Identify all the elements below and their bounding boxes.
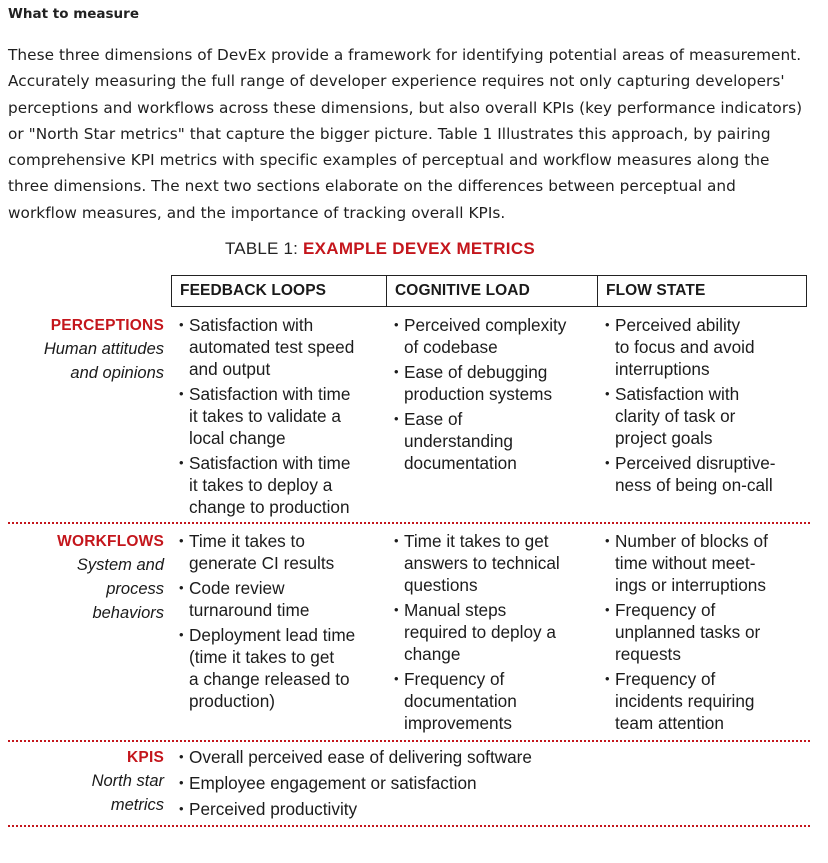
paragraph-line: or "North Star metrics" that capture the bigger picture. Table 1 Illustrates this approach, by pairing [8,124,771,143]
row-separator [8,740,810,742]
list-item: • Satisfaction with automated test speed and output [179,314,354,380]
row-subtitle: behaviors [92,604,164,622]
list-item: • Ease of understanding documentation [394,408,566,474]
row-subtitle: and opinions [70,364,164,382]
row-subtitle: process [106,580,164,598]
list-item: • Satisfaction with time it takes to validate a local change [179,383,354,449]
cell-workflows-cognitive-load [394,530,560,737]
cell-workflows-feedback-loops [179,530,355,715]
paragraph-line: comprehensive KPI metrics with specific examples of perceptual and workflow measures along the [8,151,770,170]
list-item: • Deployment lead time (time it takes to get a change released to production) [179,624,355,712]
row-subtitle: metrics [110,796,164,814]
column-header-flow-state: FLOW STATE [606,282,706,299]
paragraph-line: These three dimensions of DevEx provide a framework for identifying potential areas of measurement. [8,46,802,64]
list-item: • Frequency of unplanned tasks or requests [605,599,768,665]
table-title [0,239,760,259]
paragraph-line: Accurately measuring the full range of developer experience requires not only capturing developers' [8,72,785,91]
section-heading: What to measure [8,6,139,22]
cell-workflows-flow-state [605,530,768,737]
paragraph-line: perceptions and workflows across these dimensions, but also overall KPIs (key performance indicators) [8,98,803,117]
table-title-emphasis: EXAMPLE DEVEX METRICS [302,239,536,258]
row-subtitle: North star [91,772,164,790]
cell-perceptions-flow-state [605,314,776,499]
column-header-cognitive-load: COGNITIVE LOAD [395,282,530,299]
list-item: • Perceived disruptive- ness of being on-call [605,452,776,496]
row-title: PERCEPTIONS [50,317,164,334]
row-label-kpis [92,747,164,817]
row-separator [8,522,810,524]
list-item: • Number of blocks of time without meet- ings or interruptions [605,530,768,596]
list-item: • Overall perceived ease of delivering software [179,746,532,768]
cell-perceptions-feedback-loops [179,314,354,521]
header-divider [386,276,387,306]
row-title: KPIS [127,749,164,766]
list-item: • Satisfaction with clarity of task or project goals [605,383,776,449]
list-item: • Perceived complexity of codebase [394,314,566,358]
table-title-prefix: TABLE 1: [224,239,303,258]
cell-kpis [179,746,532,823]
list-item: • Code review turnaround time [179,577,355,621]
paragraph-line: workflow measures, and the importance of tracking overall KPIs. [8,203,506,222]
row-separator [8,825,810,827]
list-item: • Frequency of incidents requiring team attention [605,668,768,734]
header-divider [597,276,598,306]
row-subtitle: System and [76,556,164,574]
row-subtitle: Human attitudes [43,340,164,358]
row-title: WORKFLOWS [57,533,164,550]
paragraph-line: three dimensions. The next two sections elaborate on the differences between perceptual and [8,177,736,196]
list-item: • Time it takes to get answers to technical questions [394,530,560,596]
list-item: • Satisfaction with time it takes to deploy a change to production [179,452,354,518]
list-item: • Time it takes to generate CI results [179,530,355,574]
table-header [171,275,807,307]
cell-perceptions-cognitive-load [394,314,566,477]
column-header-feedback-loops: FEEDBACK LOOPS [180,282,327,299]
row-label-perceptions [44,315,164,385]
list-item: • Manual steps required to deploy a change [394,599,560,665]
list-item: • Perceived ability to focus and avoid interruptions [605,314,776,380]
list-item: • Ease of debugging production systems [394,361,566,405]
list-item: • Perceived productivity [179,798,532,820]
row-label-workflows [57,531,164,625]
list-item: • Employee engagement or satisfaction [179,772,532,794]
list-item: • Frequency of documentation improvements [394,668,560,734]
intro-paragraph [8,42,823,226]
